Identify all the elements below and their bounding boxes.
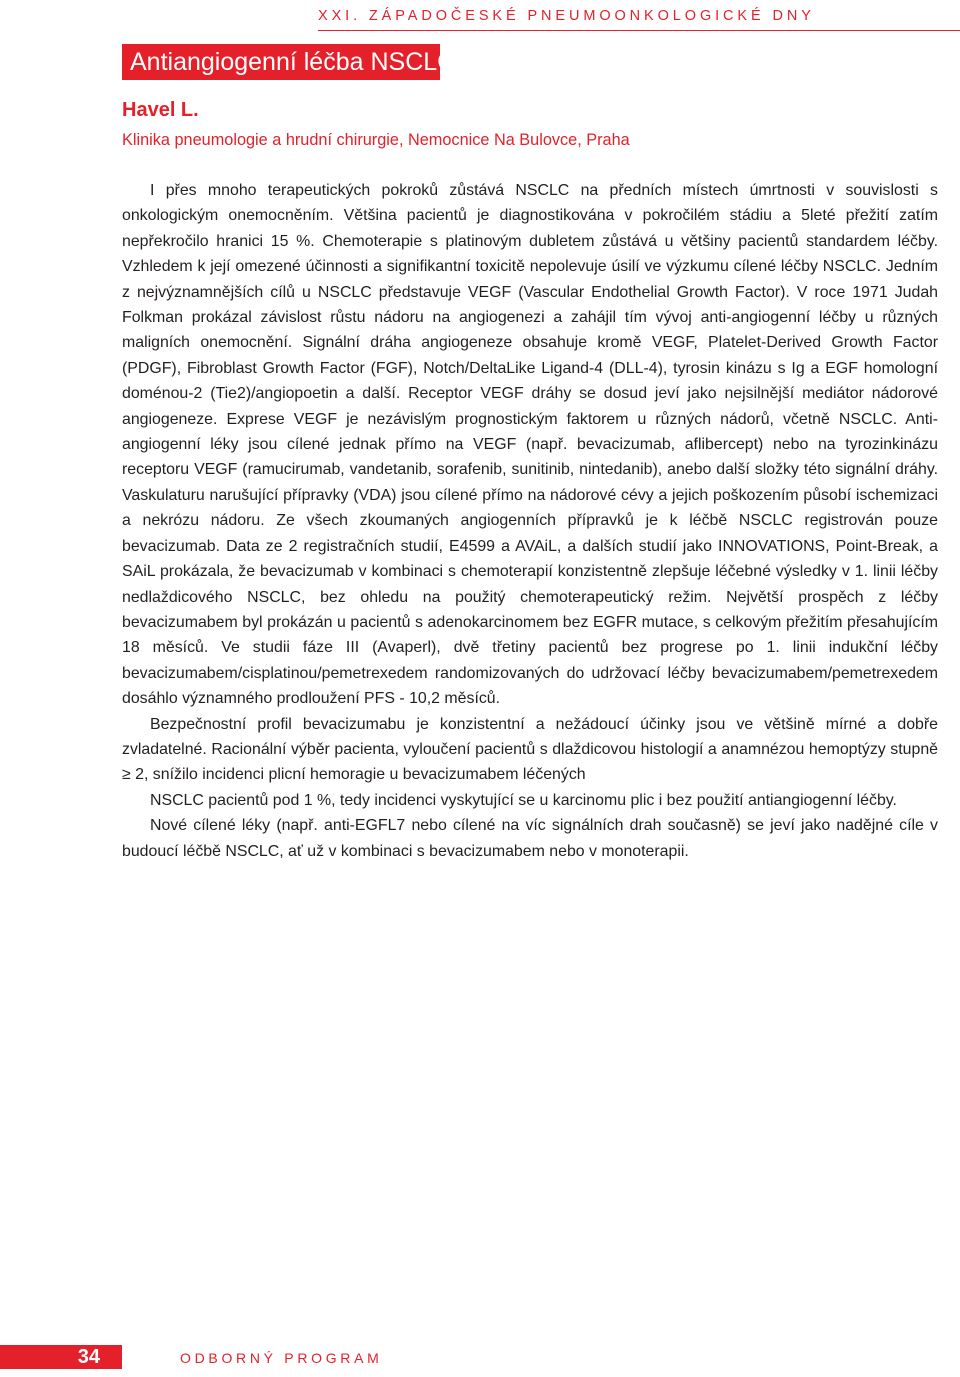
footer-section-label: ODBORNÝ PROGRAM (180, 1350, 383, 1366)
body-paragraph-3: NSCLC pacientů pod 1 %, tedy incidenci vyskytující se u karcinomu plic i bez použití antiangiogenní léčby. (150, 791, 897, 809)
body-paragraph-2: Bezpečnostní profil bevacizumabu je konzistentní a nežádoucí účinky jsou ve většině mírné a dobře zvladatelné. Racionální výběr pacienta, vyloučení pacientů s dlaždicovou histologií a anamnézou hemoptýzy stupně ≥ 2, snížilo incidenci plicní hemoragie u bevacizumabem léčených (122, 715, 938, 784)
footer-page-number: 34 (77, 1346, 100, 1368)
article-body (122, 178, 938, 864)
body-paragraph-4: Nové cílené léky (např. anti-EGFL7 nebo cílené na víc signálních drah současně) se jeví jako nadějné cíle v budoucí léčbě NSCLC, ať už v kombinaci s bevacizumabem nebo v monoterapii. (122, 817, 938, 860)
footer-page-box (0, 1345, 122, 1369)
article-title: Antiangiogenní léčba NSCLC (130, 48, 456, 76)
body-paragraph-1: I přes mnoho terapeutických pokroků zůstává NSCLC na předních místech úmrtnosti v souvislosti s onkologickým onemocněním. Většina pacientů je diagnostikována v pokročilém stádiu a 5leté přežití zatím nepřekročilo hranici 15 %. Chemoterapie s platinovým dubletem zůstává u většiny pacientů standardem léčby. Vzhledem k její omezené účinnosti a signifikantní toxicitě nepolevuje úsilí ve výzkumu cílené léčby NSCLC. Jedním z nejvýznamnějších cílů u NSCLC představuje VEGF (Vascular Endothelial Growth Factor). V roce 1971 Judah Folkman prokázal závislost růstu nádoru na angiogenezi a zahájil tím vývoj anti-angiogenní léčby u různých maligních onemocnění. Signální dráha angiogeneze obsahuje kromě VEGF, Platelet-Derived Growth Factor (PDGF), Fibroblast Growth Factor (FGF), Notch/DeltaLike Ligand-4 (DLL-4), tyrosin kinázu s Ig a EGF homologní doménou-2 (Tie2)/angiopoetin a další. Receptor VEGF dráhy se dosud jeví jako nejsilnější mediátor nádorové angiogeneze. Exprese VEGF je nezávislým prognostickým faktorem u různých nádorů, včetně NSCLC. Anti-angiogenní léky jsou cílené jednak přímo na VEGF (např. bevacizumab, aflibercept) nebo na tyrozinkinázu receptoru VEGF (ramucirumab, vandetanib, sorafenib, sunitinib, nintedanib), anebo další složky této signální dráhy. Vaskulaturu narušující přípravky (VDA) jsou cílené přímo na nádorové cévy a jejich poškozením působí ischemizaci a nekrózu nádoru. Ze všech zkoumaných angiogenních přípravků je k léčbě NSCLC registrován pouze bevacizumab. Data ze 2 registračních studií, E4599 a AVAiL, a dalších studií jako INNOVATIONS, Point-Break, a SAiL prokázala, že bevacizumab v kombinaci s chemoterapií konzistentně zlepšuje léčebné výsledky v 1. linii léčby nedlaždicového NSCLC, bez ohledu na použitý chemoterapeutický režim. Největší prospěch z léčby bevacizumabem byl prokázán u pacientů s adenokarcinomem bez EGFR mutace, s celkovým přežitím přesahujícím 18 měsíců. Ve studii fáze III (Avaperl), dvě třetiny pacientů bez progrese po 1. linii indukční léčby bevacizumabem/cisplatinou/pemetrexedem randomizovaných do udržovací léčby bevacizumabem/pemetrexedem dosáhlo významného prodloužení PFS - 10,2 měsíců. (122, 182, 938, 708)
article-title-box (122, 44, 456, 80)
article-affiliation: Klinika pneumologie a hrudní chirurgie, Nemocnice Na Bulovce, Praha (122, 131, 630, 149)
article-author: Havel L. (122, 99, 199, 121)
header-rule (318, 30, 960, 31)
running-header-title: XXI. ZÁPADOČESKÉ PNEUMOONKOLOGICKÉ DNY (318, 8, 815, 24)
